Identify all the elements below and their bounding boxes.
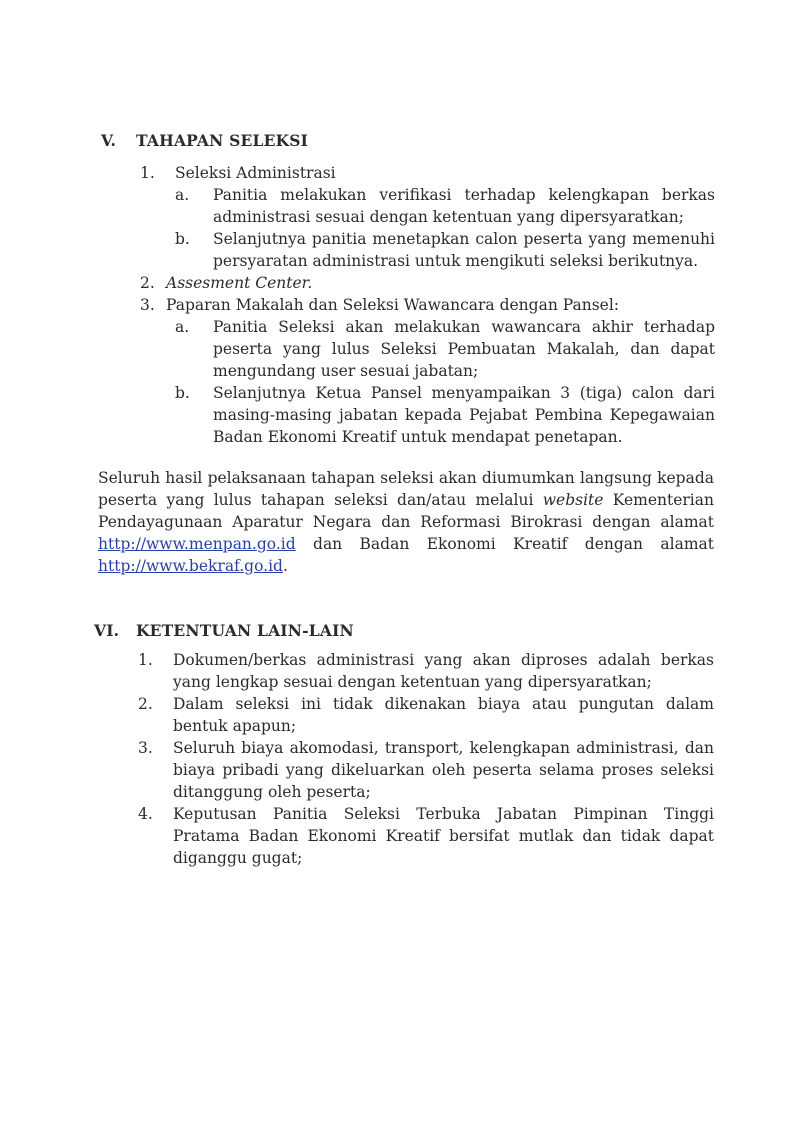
section-v-item-1-sub-b <box>175 228 715 272</box>
sub-text: Panitia Seleksi akan melakukan wawancara akhir terhadap peserta yang lulus Seleksi Pembuatan Makalah, dan dapat mengundang user sesuai jabatan; <box>213 318 715 380</box>
section-v-item-3-sub-b <box>175 382 715 448</box>
section-vi-number: VI. <box>94 621 120 640</box>
section-v-number: V. <box>101 131 117 150</box>
section-v-title: TAHAPAN SELEKSI <box>136 131 309 150</box>
paragraph-text-1: Seluruh hasil pelaksanaan tahapan seleksi akan diumumkan langsung kepada peserta yang lulus tahapan seleksi dan/atau melalui <box>98 469 714 509</box>
sub-marker: a. <box>175 318 190 336</box>
sub-marker: a. <box>175 186 190 204</box>
item-text: Keputusan Panitia Seleksi Terbuka Jabatan Pimpinan Tinggi Pratama Badan Ekonomi Kreatif bersifat mutlak dan tidak dapat diganggu gugat; <box>173 805 714 867</box>
item-text: Seluruh biaya akomodasi, transport, kelengkapan administrasi, dan biaya pribadi yang dikeluarkan oleh peserta selama proses seleksi ditanggung oleh peserta; <box>173 739 714 801</box>
item-number: 1. <box>138 651 153 669</box>
paragraph-text-3: dan Badan Ekonomi Kreatif dengan alamat <box>295 535 714 553</box>
item-text: Dalam seleksi ini tidak dikenakan biaya atau pungutan dalam bentuk apapun; <box>173 695 714 735</box>
section-v-item-3-sub-a <box>175 316 715 382</box>
section-vi-item-2 <box>138 693 714 737</box>
section-vi-item-4 <box>138 803 714 869</box>
sub-text: Panitia melakukan verifikasi terhadap kelengkapan berkas administrasi sesuai dengan ketentuan yang dipersyaratkan; <box>213 186 715 226</box>
sub-marker: b. <box>175 230 190 248</box>
section-v-item-1-sub-a <box>175 184 715 228</box>
item-label: Paparan Makalah dan Seleksi Wawancara dengan Pansel: <box>166 296 620 314</box>
item-number: 2. <box>140 274 155 292</box>
section-v-item-1 <box>140 162 715 184</box>
paragraph-website-word: website <box>542 491 604 509</box>
section-v-item-2 <box>140 272 715 294</box>
item-label: Seleksi Administrasi <box>175 164 336 182</box>
item-number: 4. <box>138 805 153 823</box>
sub-text: Selanjutnya panitia menetapkan calon peserta yang memenuhi persyaratan administrasi untuk mengikuti seleksi berikutnya. <box>213 230 715 270</box>
section-vi-title: KETENTUAN LAIN-LAIN <box>136 621 354 640</box>
section-vi-item-3 <box>138 737 714 803</box>
sub-marker: b. <box>175 384 190 402</box>
announcement-paragraph <box>98 467 714 577</box>
bekraf-link[interactable]: http://www.bekraf.go.id <box>98 557 283 575</box>
paragraph-text-4: . <box>282 557 288 575</box>
item-text: Dokumen/berkas administrasi yang akan diproses adalah berkas yang lengkap sesuai dengan ketentuan yang dipersyaratkan; <box>173 651 714 691</box>
paragraph-text-2: Kementerian Pendayagunaan Aparatur Negara dan Reformasi Birokrasi dengan alamat <box>98 491 714 531</box>
item-number: 3. <box>140 296 155 314</box>
section-v-item-3 <box>140 294 715 316</box>
menpan-link[interactable]: http://www.menpan.go.id <box>98 535 296 553</box>
item-number: 3. <box>138 739 153 757</box>
item-label: Assesment Center. <box>166 274 313 292</box>
item-number: 1. <box>140 164 155 182</box>
section-vi-item-1 <box>138 649 714 693</box>
item-number: 2. <box>138 695 153 713</box>
sub-text: Selanjutnya Ketua Pansel menyampaikan 3 (tiga) calon dari masing-masing jabatan kepada Pejabat Pembina Kepegawaian Badan Ekonomi Kreatif untuk mendapat penetapan. <box>213 384 715 446</box>
